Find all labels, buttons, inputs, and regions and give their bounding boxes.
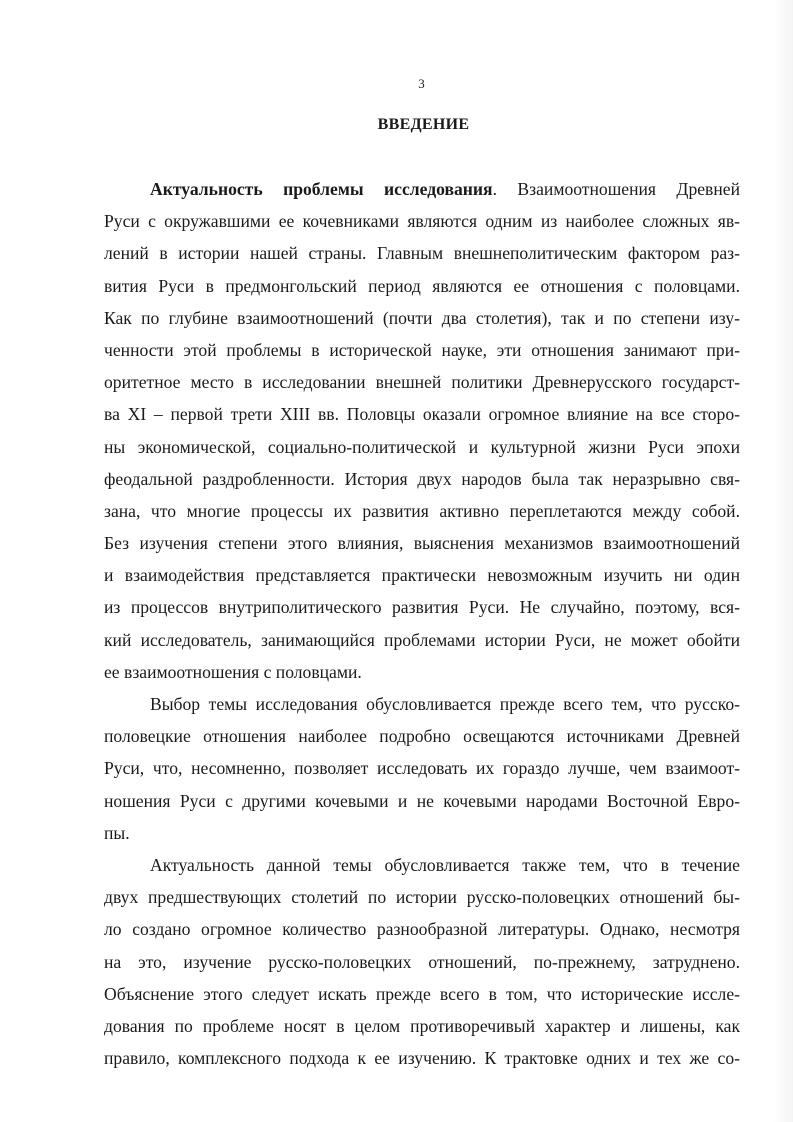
- text-line: вития Руси в предмонгольский период являются ее отношения с половцами.: [104, 275, 740, 296]
- paragraph-topic-choice: [104, 688, 740, 849]
- text-line: ны экономической, социально-политической и культурной жизни Руси эпохи: [104, 436, 740, 457]
- text-line: правило, комплексного подхода к ее изучению. К трактовке одних и тех же со-: [104, 1048, 740, 1069]
- text-line: лений в истории нашей страны. Главным внешнеполитическим фактором раз-: [104, 243, 740, 264]
- text-line: двух предшествующих столетий по истории русско-половецких отношений бы-: [104, 887, 740, 908]
- section-heading: ВВЕДЕНИЕ: [377, 116, 470, 133]
- text-line: феодальной раздробленности. История двух народов была так неразрывно свя-: [104, 468, 740, 489]
- text-line: зана, что многие процессы их развития активно переплетаются между собой.: [104, 500, 740, 521]
- text-line: Руси с окружавшими ее кочевниками являются одним из наиболее сложных яв-: [104, 211, 740, 232]
- text-line: оритетное место в исследовании внешней политики Древнерусского государст-: [104, 372, 740, 393]
- text-line: ношения Руси с другими кочевыми и не кочевыми народами Восточной Евро-: [104, 790, 740, 811]
- text-line: половецкие отношения наиболее подробно освещаются источниками Древней: [104, 726, 740, 747]
- body-text: [104, 173, 740, 1074]
- page-number: 3: [418, 76, 425, 91]
- text-line: [104, 173, 740, 205]
- text-line: ее взаимоотношения с половцами.: [104, 661, 362, 682]
- text-line: Выбор темы исследования обусловливается прежде всего тем, что русско-: [150, 694, 740, 714]
- text-line: дования по проблеме носят в целом противоречивый характер и лишены, как: [104, 1015, 740, 1036]
- text-line: Актуальность данной темы обусловливается также тем, что в течение: [150, 854, 740, 875]
- paragraph-historiography: [104, 849, 740, 1074]
- scan-edge-shadow: [773, 0, 793, 1122]
- text-line: и взаимодействия представляется практически невозможным изучить ни один: [104, 565, 740, 586]
- text-line: Объяснение этого следует искать прежде всего в том, что исторические иссле-: [104, 983, 740, 1004]
- text-line: ченности этой проблемы в исторической науке, эти отношения занимают при-: [104, 339, 740, 360]
- text-line: пы.: [104, 822, 130, 843]
- text-line-content: . Взаимоотношения Древней: [492, 179, 740, 199]
- bold-lead-phrase: Актуальность проблемы исследования: [150, 179, 493, 199]
- text-line: Без изучения степени этого влияния, выяснения механизмов взаимоотношений: [104, 533, 740, 554]
- text-line: из процессов внутриполитического развития Руси. Не случайно, поэтому, вся-: [104, 597, 740, 618]
- text-line: кий исследователь, занимающийся проблемами истории Руси, не может обойти: [104, 629, 740, 650]
- text-line: Руси, что, несомненно, позволяет исследовать их гораздо лучше, чем взаимоот-: [104, 758, 740, 779]
- paragraph-relevance: [104, 173, 740, 688]
- text-line: ва XI – первой трети XIII вв. Половцы оказали огромное влияние на все сторо-: [104, 404, 740, 425]
- text-line: на это, изучение русско-половецких отношений, по-прежнему, затруднено.: [104, 951, 740, 972]
- text-line: Как по глубине взаимоотношений (почти два столетия), так и по степени изу-: [104, 307, 740, 328]
- text-line: ло создано огромное количество разнообразной литературы. Однако, несмотря: [104, 919, 740, 940]
